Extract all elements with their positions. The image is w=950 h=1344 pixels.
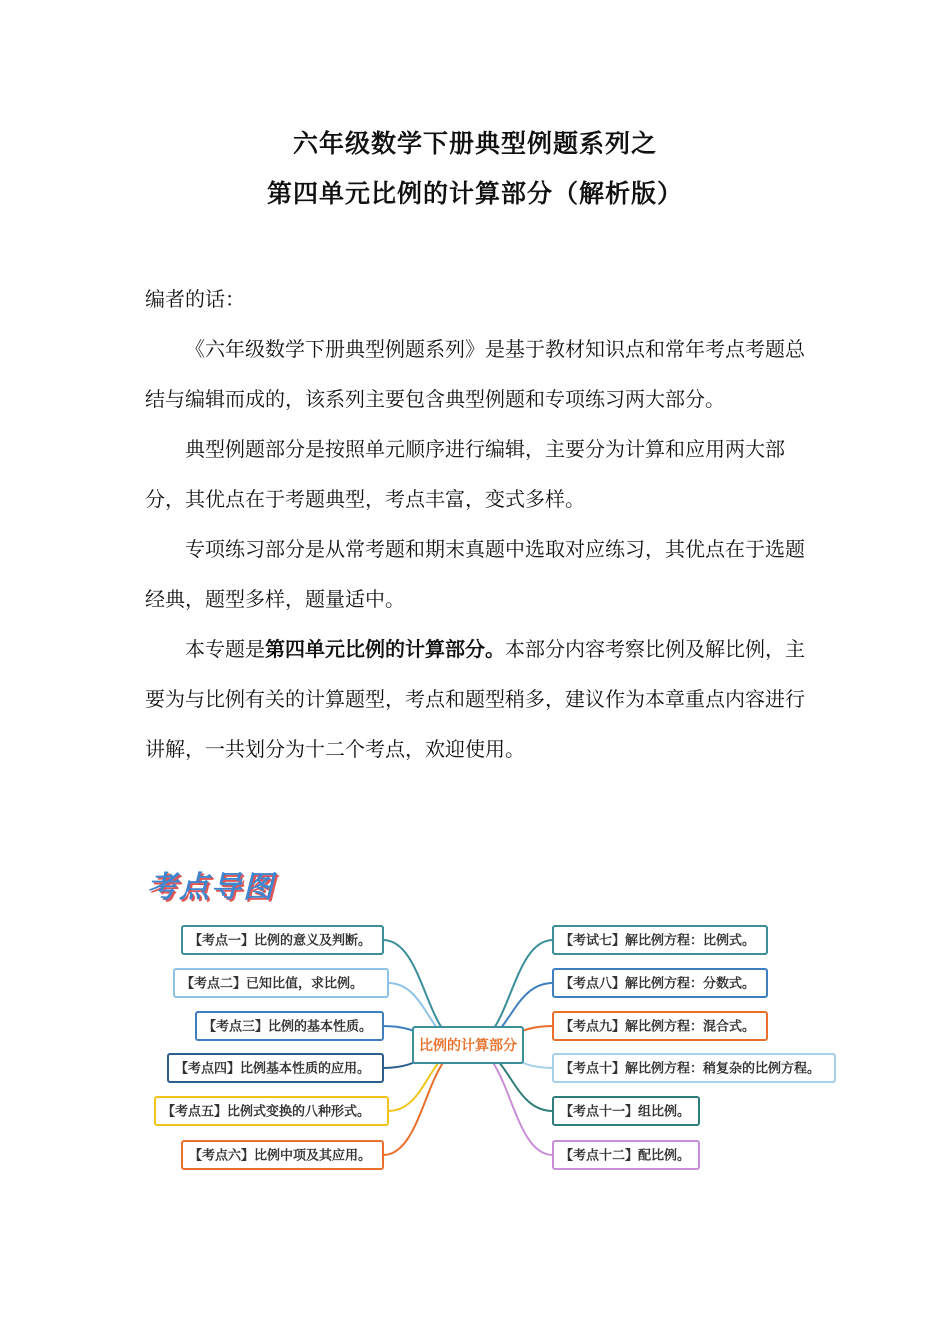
topic-suffix: 本部分内容考察比例及解比例，主要为与比例有关的计算题型，考点和题型稍多，建议作为本章重点内容进行讲解，一共划分为十二个考点，欢迎使用。 [145,637,805,761]
mindmap-node-right-2 [553,969,767,997]
topic-prefix: 本专题是 [185,637,265,661]
mindmap-node-right-1 [553,926,767,954]
page-title-line-2: 第四单元比例的计算部分（解析版） [266,179,683,208]
mindmap-node-right-6-label: 【考点十二】配比例。 [560,1148,691,1164]
mindmap-node-left-2-label: 【考点二】已知比值，求比例。 [181,976,364,992]
page-title-line-1: 六年级数学下册典型例题系列之 [292,129,657,158]
mindmap-node-right-6 [553,1141,699,1169]
mindmap-node-right-2-label: 【考点八】解比例方程：分数式。 [560,976,756,992]
mindmap-node-right-5 [553,1097,699,1125]
mindmap-node-right-5-label: 【考点十一】组比例。 [560,1104,691,1120]
paragraph-typical-examples: 典型例题部分是按照单元顺序进行编辑，主要分为计算和应用两大部分，其优点在于考题典型，考点丰富，变式多样。 [145,437,785,511]
mindmap-node-left-3 [196,1012,383,1040]
mindmap-node-left-3-label: 【考点三】比例的基本性质。 [203,1019,373,1035]
mindmap-node-right-3 [553,1012,767,1040]
mindmap-node-right-3-label: 【考点九】解比例方程：混合式。 [560,1019,756,1035]
mindmap-node-left-1 [182,926,383,954]
mindmap-center-label: 比例的计算部分 [419,1038,517,1054]
mindmap-node-left-1-label: 【考点一】比例的意义及判断。 [189,933,372,949]
paragraph-special-practice: 专项练习部分是从常考题和期末真题中选取对应练习，其优点在于选题经典，题型多样，题量适中。 [145,537,805,611]
mindmap-node-left-4 [168,1054,383,1082]
mindmap-node-left-4-label: 【考点四】比例基本性质的应用。 [175,1061,371,1077]
mindmap-node-left-6-label: 【考点六】比例中项及其应用。 [189,1148,372,1164]
mindmap-node-left-2 [174,969,388,997]
mindmap-center-node [413,1027,523,1063]
mindmap-node-left-5-label: 【考点五】比例式变换的八种形式。 [162,1104,371,1120]
mindmap-node-right-1-label: 【考试七】解比例方程：比例式。 [560,933,756,949]
mindmap-node-right-4 [553,1054,835,1082]
mindmap-node-right-4-label: 【考点十】解比例方程：稍复杂的比例方程。 [560,1061,821,1077]
mindmap-node-left-5 [155,1097,388,1125]
mindmap-node-left-6 [182,1141,383,1169]
mindmap-heading: 考点导图 [147,870,275,905]
paragraph-topic-summary [145,624,805,774]
editor-note-label: 编者的话： [145,287,245,311]
topic-name: 第四单元比例的计算部分。 [265,637,505,661]
paragraph-series-intro: 《六年级数学下册典型例题系列》是基于教材知识点和常年考点考题总结与编辑而成的，该系列主要包含典型例题和专项练习两大部分。 [145,337,805,411]
mindmap [0,900,950,1190]
editor-note [145,274,805,774]
